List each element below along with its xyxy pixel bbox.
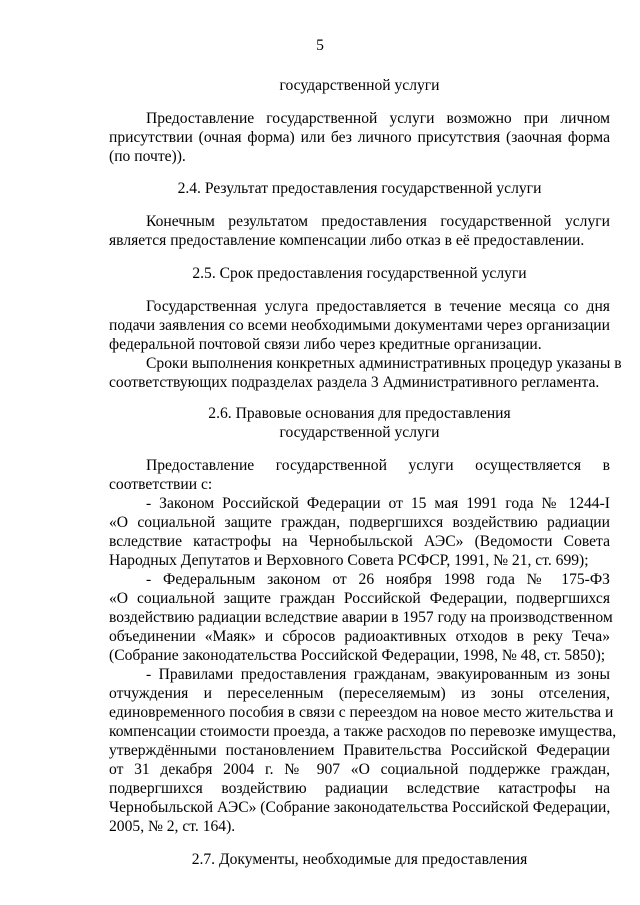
list-item-line: компенсации стоимости проезда, а также расходов по перевозке имущества, [109, 723, 617, 740]
list-item-line: отчуждения и переселенным (переселяемым) из зоны отселения, [109, 685, 610, 702]
section-heading-2-6: 2.6. Правовые основания для предоставления [208, 405, 511, 422]
list-item-line: (Собрание законодательства Российской Федерации, 1998, № 48, ст. 5850); [109, 647, 606, 664]
list-item-line: «О социальной защите граждан Российской Федерации, подвергшихся [109, 590, 610, 607]
paragraph-line: Конечным результатом предоставления государственной услуги [146, 213, 610, 230]
list-item-line: подвергшихся воздействию радиации вследствие катастрофы на [109, 780, 610, 797]
paragraph-line: федеральной почтовой связи либо через кредитные организации. [109, 336, 542, 353]
list-item-line: «О социальной защите граждан, подвергшихся воздействию радиации [109, 514, 610, 531]
paragraph-line: является предоставление компенсации либо отказ в её предоставлении. [109, 232, 585, 249]
list-item-line: единовременного пособия в связи с переездом на новое место жительства и [109, 704, 614, 721]
list-item-line: - Федеральным законом от 26 ноября 1998 года № 175-ФЗ [146, 571, 610, 588]
page-number: 5 [316, 37, 324, 54]
paragraph-line: подачи заявления со всеми необходимыми документами через организации [109, 317, 610, 334]
paragraph-line: Предоставление государственной услуги возможно при личном [146, 110, 610, 127]
paragraph-line: Сроки выполнения конкретных административных процедур указаны в [146, 355, 622, 372]
list-item-line: воздействию радиации вследствие аварии в 1957 году на производственном [109, 609, 613, 626]
section-heading-2-7: 2.7. Документы, необходимые для предоставления [191, 851, 528, 868]
list-item-line: объединении «Маяк» и сбросов радиоактивных отходов в реку Теча» [109, 628, 610, 645]
section-heading-2-5: 2.5. Срок предоставления государственной услуги [192, 265, 527, 282]
list-item-line: Чернобыльской АЭС» (Собрание законодательства Российской Федерации, [109, 799, 611, 816]
section-heading-2-4: 2.4. Результат предоставления государственной услуги [177, 180, 542, 197]
paragraph-line: соответствующих подразделах раздела 3 Административного регламента. [109, 374, 600, 391]
list-item-line: Народных Депутатов и Верховного Совета РСФСР, 1991, № 21, ст. 699); [109, 552, 589, 569]
list-item-line: утверждёнными постановлением Правительства Российской Федерации [109, 742, 610, 759]
paragraph-line: Государственная услуга предоставляется в течение месяца со дня [146, 298, 610, 315]
list-item-line: - Правилами предоставления гражданам, эвакуированным из зоны [146, 666, 610, 683]
list-item-line: 2005, № 2, ст. 164). [109, 818, 236, 835]
paragraph-line: присутствии (очная форма) или без личного присутствия (заочная форма [109, 129, 610, 146]
paragraph-line: соответствии с: [109, 476, 213, 493]
section-heading-continuation: государственной услуги [279, 77, 440, 94]
list-item-line: от 31 декабря 2004 г. № 907 «О социальной поддержке граждан, [109, 761, 610, 778]
list-item-line: вследствие катастрофы на Чернобыльской АЭС» (Ведомости Совета [109, 533, 610, 550]
list-item-line: - Законом Российской Федерации от 15 мая 1991 года № 1244-I [146, 495, 610, 512]
paragraph-line: (по почте)). [109, 148, 186, 165]
paragraph-line: Предоставление государственной услуги осуществляется в [146, 457, 610, 474]
section-heading-2-6-cont: государственной услуги [279, 424, 440, 441]
